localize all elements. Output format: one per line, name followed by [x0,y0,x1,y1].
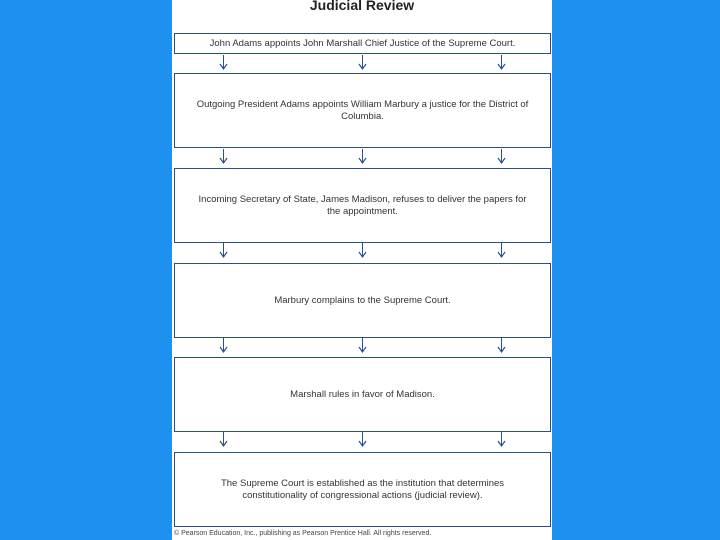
slide [172,0,552,540]
arrow-down-icon [497,55,506,71]
step-box-2: Outgoing President Adams appoints William Marbury a justice for the District of Columbia. [174,73,551,148]
arrow-down-icon [219,338,228,354]
diagram-title: Judicial Review [309,0,415,13]
arrow-down-icon [497,243,506,259]
step-box-6: The Supreme Court is established as the institution that determines constitutionality of congressional actions (judicial review). [174,452,551,527]
arrow-down-icon [358,55,367,71]
arrow-down-icon [358,338,367,354]
arrow-down-icon [219,55,228,71]
arrow-down-icon [497,432,506,448]
arrow-down-icon [497,149,506,165]
step-box-1: John Adams appoints John Marshall Chief Justice of the Supreme Court. [174,33,551,54]
arrow-down-icon [219,432,228,448]
copyright-footer: © Pearson Education, Inc., publishing as Pearson Prentice Hall. All rights reserved. [174,530,432,537]
step-box-3: Incoming Secretary of State, James Madison, refuses to deliver the papers for the appointment. [174,168,551,243]
arrow-down-icon [497,338,506,354]
arrow-down-icon [358,149,367,165]
arrow-down-icon [358,432,367,448]
arrow-down-icon [219,243,228,259]
step-box-4: Marbury complains to the Supreme Court. [174,263,551,338]
arrow-down-icon [358,243,367,259]
arrow-down-icon [219,149,228,165]
step-box-5: Marshall rules in favor of Madison. [174,357,551,432]
